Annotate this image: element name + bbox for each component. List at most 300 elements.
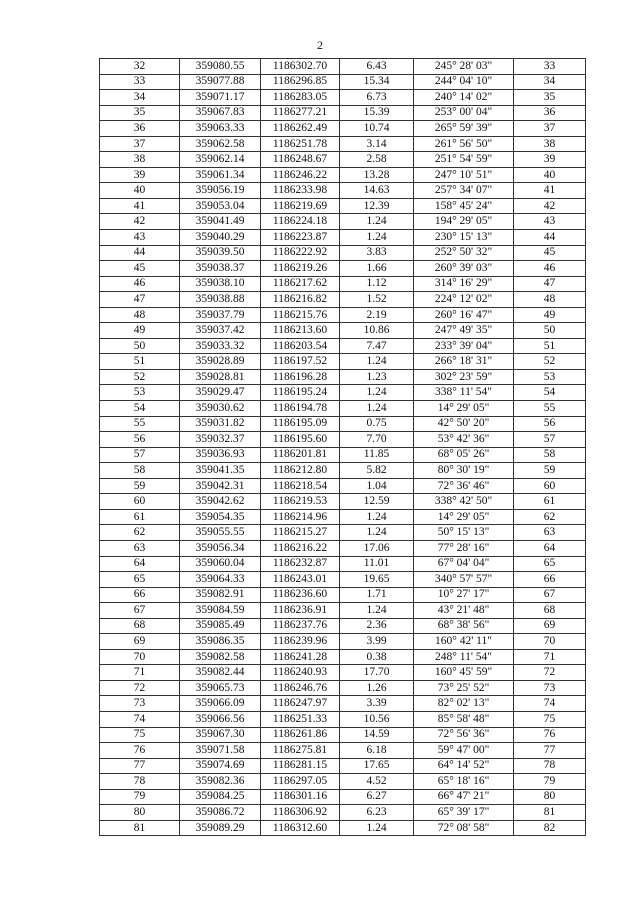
distance-cell: 14.59 [340,727,414,743]
bearing-cell: 314° 16' 29" [414,276,514,292]
y-coordinate-cell: 1186243.01 [261,572,340,588]
point-number-cell: 37 [100,136,180,152]
next-point-number-cell: 44 [514,230,586,246]
distance-cell: 1.23 [340,369,414,385]
table-row [100,401,586,417]
bearing-cell: 266° 18' 31" [414,354,514,370]
bearing-cell: 230° 15' 13" [414,230,514,246]
y-coordinate-cell: 1186312.60 [261,820,340,836]
x-coordinate-cell: 359056.19 [180,183,261,199]
distance-cell: 0.38 [340,649,414,665]
distance-cell: 7.47 [340,338,414,354]
y-coordinate-cell: 1186239.96 [261,634,340,650]
y-coordinate-cell: 1186217.62 [261,276,340,292]
y-coordinate-cell: 1186281.15 [261,758,340,774]
bearing-cell: 14° 29' 05" [414,509,514,525]
point-number-cell: 46 [100,276,180,292]
bearing-cell: 42° 50' 20" [414,416,514,432]
x-coordinate-cell: 359037.42 [180,323,261,339]
distance-cell: 1.24 [340,509,414,525]
next-point-number-cell: 35 [514,90,586,106]
bearing-cell: 251° 54' 59" [414,152,514,168]
x-coordinate-cell: 359056.34 [180,540,261,556]
y-coordinate-cell: 1186232.87 [261,556,340,572]
y-coordinate-cell: 1186283.05 [261,90,340,106]
table-row [100,587,586,603]
y-coordinate-cell: 1186296.85 [261,74,340,90]
distance-cell: 6.23 [340,805,414,821]
x-coordinate-cell: 359061.34 [180,167,261,183]
bearing-cell: 77° 28' 16" [414,540,514,556]
point-number-cell: 71 [100,665,180,681]
point-number-cell: 55 [100,416,180,432]
distance-cell: 6.18 [340,743,414,759]
table-row [100,261,586,277]
distance-cell: 7.70 [340,432,414,448]
next-point-number-cell: 76 [514,727,586,743]
next-point-number-cell: 70 [514,634,586,650]
point-number-cell: 34 [100,90,180,106]
table-row [100,167,586,183]
y-coordinate-cell: 1186261.86 [261,727,340,743]
table-row [100,820,586,836]
distance-cell: 1.24 [340,525,414,541]
x-coordinate-cell: 359033.32 [180,338,261,354]
next-point-number-cell: 75 [514,711,586,727]
x-coordinate-cell: 359082.58 [180,649,261,665]
distance-cell: 15.34 [340,74,414,90]
x-coordinate-cell: 359041.35 [180,463,261,479]
bearing-cell: 66° 47' 21" [414,789,514,805]
table-row [100,230,586,246]
x-coordinate-cell: 359039.50 [180,245,261,261]
distance-cell: 2.36 [340,618,414,634]
y-coordinate-cell: 1186219.69 [261,198,340,214]
table-row [100,463,586,479]
distance-cell: 19.65 [340,572,414,588]
bearing-cell: 43° 21' 48" [414,603,514,619]
y-coordinate-cell: 1186275.81 [261,743,340,759]
next-point-number-cell: 58 [514,447,586,463]
table-row [100,105,586,121]
table-row [100,183,586,199]
y-coordinate-cell: 1186236.60 [261,587,340,603]
y-coordinate-cell: 1186218.54 [261,478,340,494]
y-coordinate-cell: 1186236.91 [261,603,340,619]
next-point-number-cell: 57 [514,432,586,448]
point-number-cell: 58 [100,463,180,479]
bearing-cell: 10° 27' 17" [414,587,514,603]
distance-cell: 14.63 [340,183,414,199]
x-coordinate-cell: 359028.89 [180,354,261,370]
next-point-number-cell: 55 [514,401,586,417]
distance-cell: 5.82 [340,463,414,479]
distance-cell: 1.71 [340,587,414,603]
table-row [100,136,586,152]
bearing-cell: 244° 04' 10" [414,74,514,90]
point-number-cell: 36 [100,121,180,137]
next-point-number-cell: 73 [514,680,586,696]
x-coordinate-cell: 359066.09 [180,696,261,712]
table-row [100,447,586,463]
point-number-cell: 70 [100,649,180,665]
next-point-number-cell: 37 [514,121,586,137]
x-coordinate-cell: 359082.36 [180,774,261,790]
next-point-number-cell: 40 [514,167,586,183]
x-coordinate-cell: 359038.10 [180,276,261,292]
point-number-cell: 33 [100,74,180,90]
x-coordinate-cell: 359030.62 [180,401,261,417]
table-row [100,385,586,401]
next-point-number-cell: 69 [514,618,586,634]
x-coordinate-cell: 359040.29 [180,230,261,246]
table-row [100,152,586,168]
bearing-cell: 340° 57' 57" [414,572,514,588]
x-coordinate-cell: 359041.49 [180,214,261,230]
table-row [100,727,586,743]
bearing-cell: 240° 14' 02" [414,90,514,106]
y-coordinate-cell: 1186224.18 [261,214,340,230]
distance-cell: 6.73 [340,90,414,106]
next-point-number-cell: 33 [514,59,586,75]
distance-cell: 1.12 [340,276,414,292]
distance-cell: 10.86 [340,323,414,339]
x-coordinate-cell: 359029.47 [180,385,261,401]
x-coordinate-cell: 359038.88 [180,292,261,308]
bearing-cell: 67° 04' 04" [414,556,514,572]
x-coordinate-cell: 359062.14 [180,152,261,168]
bearing-cell: 338° 11' 54" [414,385,514,401]
table-row [100,743,586,759]
point-number-cell: 73 [100,696,180,712]
point-number-cell: 51 [100,354,180,370]
y-coordinate-cell: 1186301.16 [261,789,340,805]
distance-cell: 4.52 [340,774,414,790]
point-number-cell: 53 [100,385,180,401]
point-number-cell: 42 [100,214,180,230]
point-number-cell: 74 [100,711,180,727]
y-coordinate-cell: 1186297.05 [261,774,340,790]
point-number-cell: 77 [100,758,180,774]
y-coordinate-cell: 1186233.98 [261,183,340,199]
bearing-cell: 194° 29' 05" [414,214,514,230]
y-coordinate-cell: 1186219.26 [261,261,340,277]
distance-cell: 0.75 [340,416,414,432]
y-coordinate-cell: 1186262.49 [261,121,340,137]
point-number-cell: 41 [100,198,180,214]
y-coordinate-cell: 1186240.93 [261,665,340,681]
next-point-number-cell: 39 [514,152,586,168]
x-coordinate-cell: 359089.29 [180,820,261,836]
table-row [100,758,586,774]
point-number-cell: 64 [100,556,180,572]
bearing-cell: 72° 56' 36" [414,727,514,743]
distance-cell: 17.65 [340,758,414,774]
distance-cell: 11.85 [340,447,414,463]
next-point-number-cell: 47 [514,276,586,292]
point-number-cell: 69 [100,634,180,650]
y-coordinate-cell: 1186201.81 [261,447,340,463]
next-point-number-cell: 49 [514,307,586,323]
x-coordinate-cell: 359054.35 [180,509,261,525]
y-coordinate-cell: 1186251.78 [261,136,340,152]
next-point-number-cell: 77 [514,743,586,759]
next-point-number-cell: 60 [514,478,586,494]
x-coordinate-cell: 359080.55 [180,59,261,75]
y-coordinate-cell: 1186195.09 [261,416,340,432]
distance-cell: 11.01 [340,556,414,572]
next-point-number-cell: 79 [514,774,586,790]
point-number-cell: 38 [100,152,180,168]
distance-cell: 2.58 [340,152,414,168]
y-coordinate-cell: 1186248.67 [261,152,340,168]
table-row [100,323,586,339]
x-coordinate-cell: 359031.82 [180,416,261,432]
bearing-cell: 247° 49' 35" [414,323,514,339]
bearing-cell: 160° 45' 59" [414,665,514,681]
distance-cell: 1.04 [340,478,414,494]
point-number-cell: 68 [100,618,180,634]
point-number-cell: 52 [100,369,180,385]
next-point-number-cell: 82 [514,820,586,836]
bearing-cell: 72° 36' 46" [414,478,514,494]
coordinates-table-body [100,59,586,836]
table-row [100,805,586,821]
bearing-cell: 233° 39' 04" [414,338,514,354]
x-coordinate-cell: 359074.69 [180,758,261,774]
y-coordinate-cell: 1186251.33 [261,711,340,727]
table-row [100,556,586,572]
point-number-cell: 32 [100,59,180,75]
next-point-number-cell: 71 [514,649,586,665]
y-coordinate-cell: 1186215.76 [261,307,340,323]
table-row [100,478,586,494]
next-point-number-cell: 78 [514,758,586,774]
distance-cell: 10.56 [340,711,414,727]
y-coordinate-cell: 1186241.28 [261,649,340,665]
table-row [100,494,586,510]
next-point-number-cell: 48 [514,292,586,308]
table-row [100,276,586,292]
table-row [100,369,586,385]
table-row [100,680,586,696]
distance-cell: 3.39 [340,696,414,712]
y-coordinate-cell: 1186216.82 [261,292,340,308]
x-coordinate-cell: 359086.35 [180,634,261,650]
y-coordinate-cell: 1186246.22 [261,167,340,183]
y-coordinate-cell: 1186195.60 [261,432,340,448]
table-row [100,618,586,634]
distance-cell: 1.66 [340,261,414,277]
next-point-number-cell: 67 [514,587,586,603]
y-coordinate-cell: 1186246.76 [261,680,340,696]
distance-cell: 6.43 [340,59,414,75]
bearing-cell: 73° 25' 52" [414,680,514,696]
distance-cell: 12.59 [340,494,414,510]
point-number-cell: 80 [100,805,180,821]
bearing-cell: 260° 16' 47" [414,307,514,323]
y-coordinate-cell: 1186306.92 [261,805,340,821]
table-row [100,603,586,619]
y-coordinate-cell: 1186196.28 [261,369,340,385]
x-coordinate-cell: 359063.33 [180,121,261,137]
next-point-number-cell: 34 [514,74,586,90]
x-coordinate-cell: 359077.88 [180,74,261,90]
next-point-number-cell: 38 [514,136,586,152]
distance-cell: 1.24 [340,603,414,619]
next-point-number-cell: 50 [514,323,586,339]
next-point-number-cell: 62 [514,509,586,525]
x-coordinate-cell: 359067.83 [180,105,261,121]
y-coordinate-cell: 1186213.60 [261,323,340,339]
point-number-cell: 76 [100,743,180,759]
y-coordinate-cell: 1186214.96 [261,509,340,525]
x-coordinate-cell: 359028.81 [180,369,261,385]
distance-cell: 15.39 [340,105,414,121]
next-point-number-cell: 51 [514,338,586,354]
point-number-cell: 79 [100,789,180,805]
point-number-cell: 75 [100,727,180,743]
next-point-number-cell: 56 [514,416,586,432]
next-point-number-cell: 65 [514,556,586,572]
x-coordinate-cell: 359062.58 [180,136,261,152]
x-coordinate-cell: 359053.04 [180,198,261,214]
bearing-cell: 261° 56' 50" [414,136,514,152]
point-number-cell: 56 [100,432,180,448]
point-number-cell: 72 [100,680,180,696]
y-coordinate-cell: 1186215.27 [261,525,340,541]
bearing-cell: 253° 00' 04" [414,105,514,121]
distance-cell: 12.39 [340,198,414,214]
y-coordinate-cell: 1186223.87 [261,230,340,246]
table-row [100,540,586,556]
table-row [100,292,586,308]
table-row [100,696,586,712]
bearing-cell: 338° 42' 50" [414,494,514,510]
distance-cell: 1.24 [340,230,414,246]
point-number-cell: 47 [100,292,180,308]
point-number-cell: 57 [100,447,180,463]
point-number-cell: 78 [100,774,180,790]
distance-cell: 1.24 [340,401,414,417]
table-row [100,634,586,650]
x-coordinate-cell: 359042.31 [180,478,261,494]
next-point-number-cell: 46 [514,261,586,277]
point-number-cell: 39 [100,167,180,183]
y-coordinate-cell: 1186195.24 [261,385,340,401]
distance-cell: 2.19 [340,307,414,323]
x-coordinate-cell: 359064.33 [180,572,261,588]
distance-cell: 3.14 [340,136,414,152]
table-row [100,121,586,137]
table-row [100,774,586,790]
table-row [100,649,586,665]
next-point-number-cell: 63 [514,525,586,541]
point-number-cell: 59 [100,478,180,494]
point-number-cell: 40 [100,183,180,199]
point-number-cell: 66 [100,587,180,603]
point-number-cell: 62 [100,525,180,541]
bearing-cell: 80° 30' 19" [414,463,514,479]
bearing-cell: 59° 47' 00" [414,743,514,759]
x-coordinate-cell: 359060.04 [180,556,261,572]
bearing-cell: 85° 58' 48" [414,711,514,727]
next-point-number-cell: 66 [514,572,586,588]
point-number-cell: 63 [100,540,180,556]
point-number-cell: 60 [100,494,180,510]
table-row [100,525,586,541]
bearing-cell: 265° 59' 39" [414,121,514,137]
x-coordinate-cell: 359084.25 [180,789,261,805]
next-point-number-cell: 36 [514,105,586,121]
coordinates-table [99,58,586,836]
x-coordinate-cell: 359084.59 [180,603,261,619]
bearing-cell: 252° 50' 32" [414,245,514,261]
bearing-cell: 82° 02' 13" [414,696,514,712]
distance-cell: 17.70 [340,665,414,681]
table-row [100,572,586,588]
table-row [100,354,586,370]
bearing-cell: 224° 12' 02" [414,292,514,308]
x-coordinate-cell: 359071.58 [180,743,261,759]
bearing-cell: 53° 42' 36" [414,432,514,448]
y-coordinate-cell: 1186197.52 [261,354,340,370]
bearing-cell: 50° 15' 13" [414,525,514,541]
next-point-number-cell: 80 [514,789,586,805]
y-coordinate-cell: 1186203.54 [261,338,340,354]
distance-cell: 1.26 [340,680,414,696]
point-number-cell: 43 [100,230,180,246]
next-point-number-cell: 61 [514,494,586,510]
table-row [100,711,586,727]
next-point-number-cell: 53 [514,369,586,385]
bearing-cell: 72° 08' 58" [414,820,514,836]
table-row [100,665,586,681]
table-row [100,198,586,214]
table-row [100,416,586,432]
bearing-cell: 302° 23' 59" [414,369,514,385]
bearing-cell: 14° 29' 05" [414,401,514,417]
table-row [100,74,586,90]
table-row [100,509,586,525]
y-coordinate-cell: 1186222.92 [261,245,340,261]
next-point-number-cell: 72 [514,665,586,681]
distance-cell: 1.24 [340,820,414,836]
point-number-cell: 50 [100,338,180,354]
point-number-cell: 67 [100,603,180,619]
distance-cell: 1.24 [340,214,414,230]
next-point-number-cell: 81 [514,805,586,821]
table-row [100,432,586,448]
next-point-number-cell: 41 [514,183,586,199]
distance-cell: 17.06 [340,540,414,556]
x-coordinate-cell: 359042.62 [180,494,261,510]
next-point-number-cell: 43 [514,214,586,230]
next-point-number-cell: 68 [514,603,586,619]
bearing-cell: 68° 38' 56" [414,618,514,634]
x-coordinate-cell: 359066.56 [180,711,261,727]
x-coordinate-cell: 359067.30 [180,727,261,743]
distance-cell: 10.74 [340,121,414,137]
bearing-cell: 68° 05' 26" [414,447,514,463]
table-row [100,245,586,261]
bearing-cell: 160° 42' 11" [414,634,514,650]
x-coordinate-cell: 359038.37 [180,261,261,277]
table-row [100,307,586,323]
bearing-cell: 64° 14' 52" [414,758,514,774]
y-coordinate-cell: 1186237.76 [261,618,340,634]
table-row [100,338,586,354]
